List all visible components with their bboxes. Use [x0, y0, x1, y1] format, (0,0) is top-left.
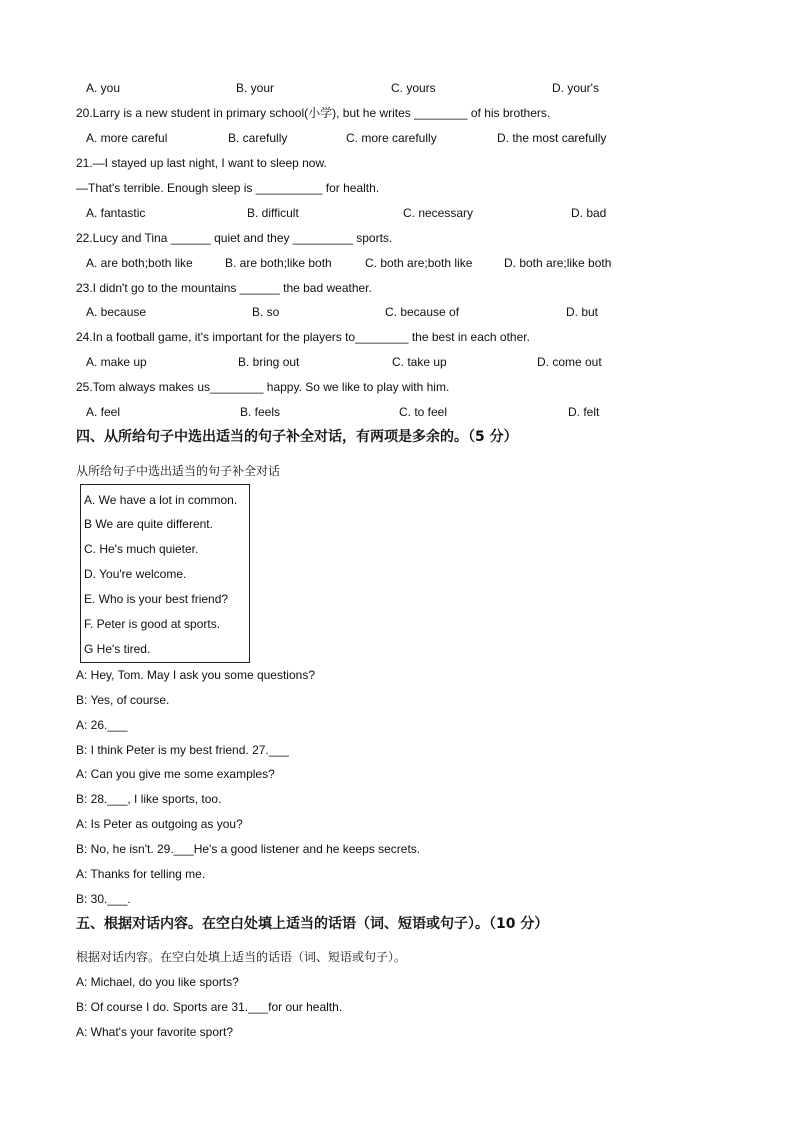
option-c: C. to feel: [399, 405, 448, 419]
dialogue-line: A: Is Peter as outgoing as you?: [76, 817, 243, 831]
question-25: 25.Tom always makes us________ happy. So we like to play with him.: [76, 380, 450, 394]
section-4-instruction: 从所给句子中选出适当的句子补全对话: [76, 464, 281, 478]
section-5-instruction: 根据对话内容。在空白处填上适当的话语（词、短语或句子）。: [76, 950, 407, 964]
question-24: 24.In a football game, it's important for the players to________ the best in each other.: [76, 330, 530, 344]
q24-options: [86, 354, 734, 370]
option-d: D. bad: [571, 206, 607, 220]
choice-c: C. He's much quieter.: [84, 542, 199, 556]
dialogue-line: B: Of course I do. Sports are 31.___for our health.: [76, 1000, 343, 1014]
choice-a: A. We have a lot in common.: [84, 493, 238, 507]
q23-options: [86, 304, 734, 320]
q20-options: [86, 130, 734, 146]
question-21-reply: —That's terrible. Enough sleep is __________ for health.: [76, 181, 380, 195]
q21-options: [86, 205, 734, 221]
option-a: A. make up: [86, 355, 147, 369]
dialogue-line: B: 28.___, I like sports, too.: [76, 792, 222, 806]
dialogue-line: A: Thanks for telling me.: [76, 867, 206, 881]
option-a: A. are both;both like: [86, 256, 193, 270]
option-b: B. carefully: [228, 131, 288, 145]
section-4-heading: 四、从所给句子中选出适当的句子补全对话，有两项是多余的。（5 分）: [76, 429, 518, 445]
choices-box: [80, 484, 250, 663]
choice-f: F. Peter is good at sports.: [84, 617, 221, 631]
question-22: 22.Lucy and Tina ______ quiet and they _________ sports.: [76, 231, 393, 245]
option-b: B. are both;like both: [225, 256, 332, 270]
dialogue-line: B: Yes, of course.: [76, 693, 170, 707]
option-d: D. felt: [568, 405, 600, 419]
option-a: A. you: [86, 81, 121, 95]
option-b: B. your: [236, 81, 275, 95]
option-d: D. but: [566, 305, 599, 319]
dialogue-line: B: 30.___.: [76, 892, 131, 906]
option-d: D. your's: [552, 81, 599, 95]
q19-options: [86, 80, 734, 96]
choice-d: D. You're welcome.: [84, 567, 187, 581]
option-a: A. fantastic: [86, 206, 146, 220]
option-a: A. more careful: [86, 131, 168, 145]
dialogue-line: A: Hey, Tom. May I ask you some questions?: [76, 668, 315, 682]
option-c: C. take up: [392, 355, 447, 369]
choice-b: B We are quite different.: [84, 517, 213, 531]
option-d: D. the most carefully: [497, 131, 607, 145]
dialogue-line: B: No, he isn't. 29.___He's a good listener and he keeps secrets.: [76, 842, 421, 856]
dialogue-line: A: Can you give me some examples?: [76, 767, 275, 781]
choice-g: G He's tired.: [84, 642, 151, 656]
option-b: B. so: [252, 305, 280, 319]
option-a: A. feel: [86, 405, 121, 419]
dialogue-line: A: 26.___: [76, 718, 128, 732]
option-c: C. because of: [385, 305, 460, 319]
option-c: C. necessary: [403, 206, 474, 220]
dialogue-line: A: Michael, do you like sports?: [76, 975, 239, 989]
option-c: C. both are;both like: [365, 256, 473, 270]
question-23: 23.I didn't go to the mountains ______ the bad weather.: [76, 281, 372, 295]
choice-e: E. Who is your best friend?: [84, 592, 229, 606]
dialogue-line: A: What's your favorite sport?: [76, 1025, 234, 1039]
option-d: D. both are;like both: [504, 256, 612, 270]
q22-options: [86, 255, 734, 271]
option-b: B. bring out: [238, 355, 300, 369]
section-5-heading: 五、根据对话内容。在空白处填上适当的话语（词、短语或句子）。（10 分）: [76, 916, 549, 932]
option-b: B. feels: [240, 405, 281, 419]
q25-options: [86, 404, 734, 420]
option-d: D. come out: [537, 355, 602, 369]
option-c: C. more carefully: [346, 131, 437, 145]
question-21: 21.—I stayed up last night, I want to sleep now.: [76, 156, 327, 170]
option-c: C. yours: [391, 81, 436, 95]
dialogue-line: B: I think Peter is my best friend. 27.___: [76, 743, 289, 757]
option-a: A. because: [86, 305, 147, 319]
option-b: B. difficult: [247, 206, 299, 220]
question-20: 20.Larry is a new student in primary school(小学), but he writes ________ of his brothers.: [76, 106, 551, 120]
